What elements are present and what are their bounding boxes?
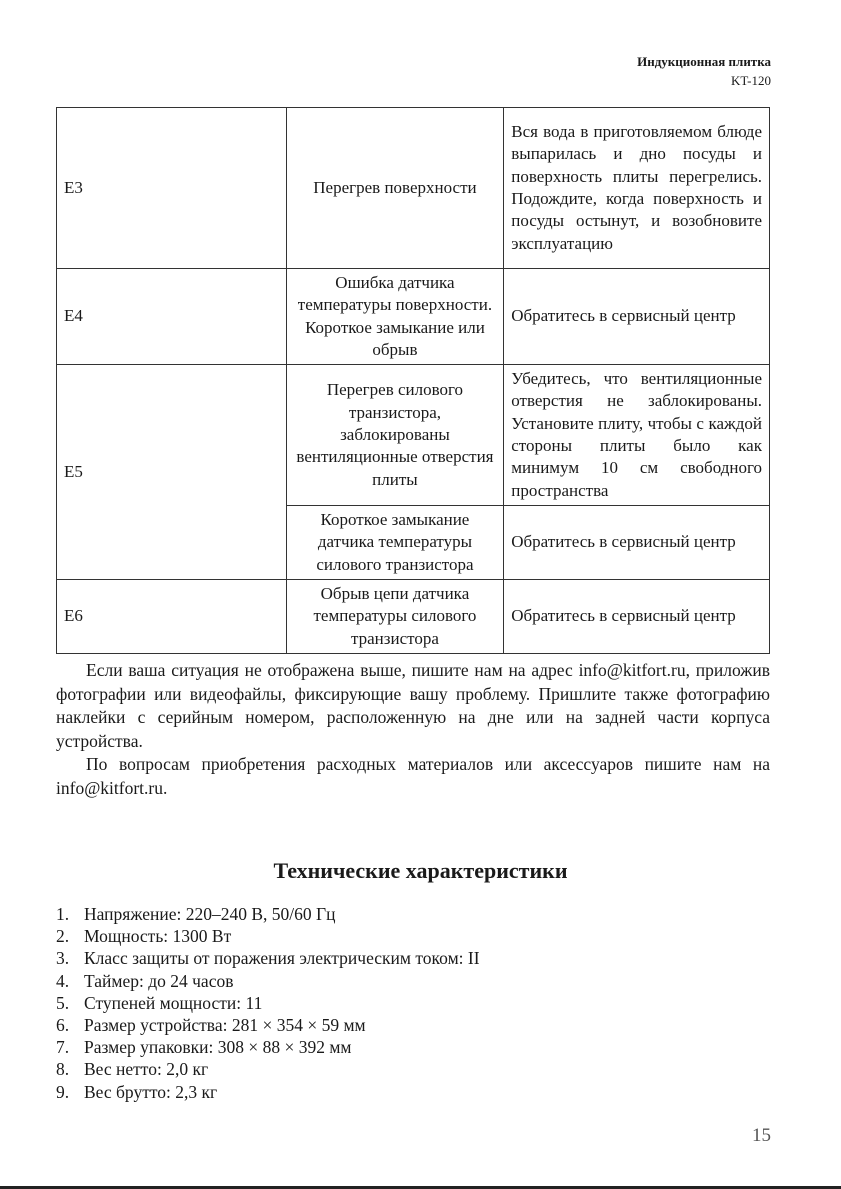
error-action: Обратитесь в сервисный центр [504,579,770,653]
section-title: Технические характеристики [273,858,568,883]
error-cause: Обрыв цепи датчика температуры силового транзистора [286,579,504,653]
error-code: E6 [57,579,287,653]
page-number: 15 [752,1125,771,1146]
error-code: E4 [57,269,287,365]
paragraph: Если ваша ситуация не отображена выше, пишите нам на адрес info@kitfort.ru, приложив фотографии или видеофайлы, фиксирующие вашу проблему. Пришлите также фотографию наклейки с серийным номером, расположенную на дне или на задней части корпуса устройства. [56,660,770,751]
page-header [637,52,771,90]
error-code: E5 [57,365,287,580]
error-action: Вся вода в приготовляемом блюде выпарилась и дно посуды и поверхность плиты перегрелись. Подождите, когда поверхность и посуды остынут, и возобновите эксплуатацию [504,108,770,269]
list-item: 8. Вес нетто: 2,0 кг [56,1059,209,1080]
specs-list [56,903,480,1103]
error-cause: Короткое замыкание датчика температуры силового транзистора [286,505,504,579]
error-cause: Перегрев силового транзистора, заблокированы вентиляционные отверстия плиты [286,365,504,506]
paragraph: По вопросам приобретения расходных материалов или аксессуаров пишите нам на info@kitfort.ru. [56,754,770,798]
list-item: 3. Класс защиты от поражения электрическим током: II [56,948,480,969]
header-title: Индукционная плитка [637,54,771,69]
contact-info-text [56,659,770,801]
list-item: 4. Таймер: до 24 часов [56,970,234,991]
error-code: E3 [57,108,287,269]
error-action: Обратитесь в сервисный центр [504,269,770,365]
list-item: 2. Мощность: 1300 Вт [56,926,232,947]
header-model: KT-120 [731,73,771,88]
list-item: 7. Размер упаковки: 308 × 88 × 392 мм [56,1037,352,1058]
table-row [57,108,770,269]
list-item: 5. Ступеней мощности: 11 [56,992,263,1013]
error-cause: Ошибка датчика температуры поверхности. Короткое замыкание или обрыв [286,269,504,365]
list-item: 9. Вес брутто: 2,3 кг [56,1081,218,1102]
table-row [57,579,770,653]
table-row [57,269,770,365]
error-action: Обратитесь в сервисный центр [504,505,770,579]
table-row [57,365,770,506]
list-item: 6. Размер устройства: 281 × 354 × 59 мм [56,1015,366,1036]
error-cause: Перегрев поверхности [286,108,504,269]
error-codes-table [56,107,770,654]
list-item: 1. Напряжение: 220–240 В, 50/60 Гц [56,904,336,924]
error-action: Убедитесь, что вентиляционные отверстия не заблокированы. Установите плиту, чтобы с каждой стороны плиты было как минимум 10 см свободного пространства [504,365,770,506]
